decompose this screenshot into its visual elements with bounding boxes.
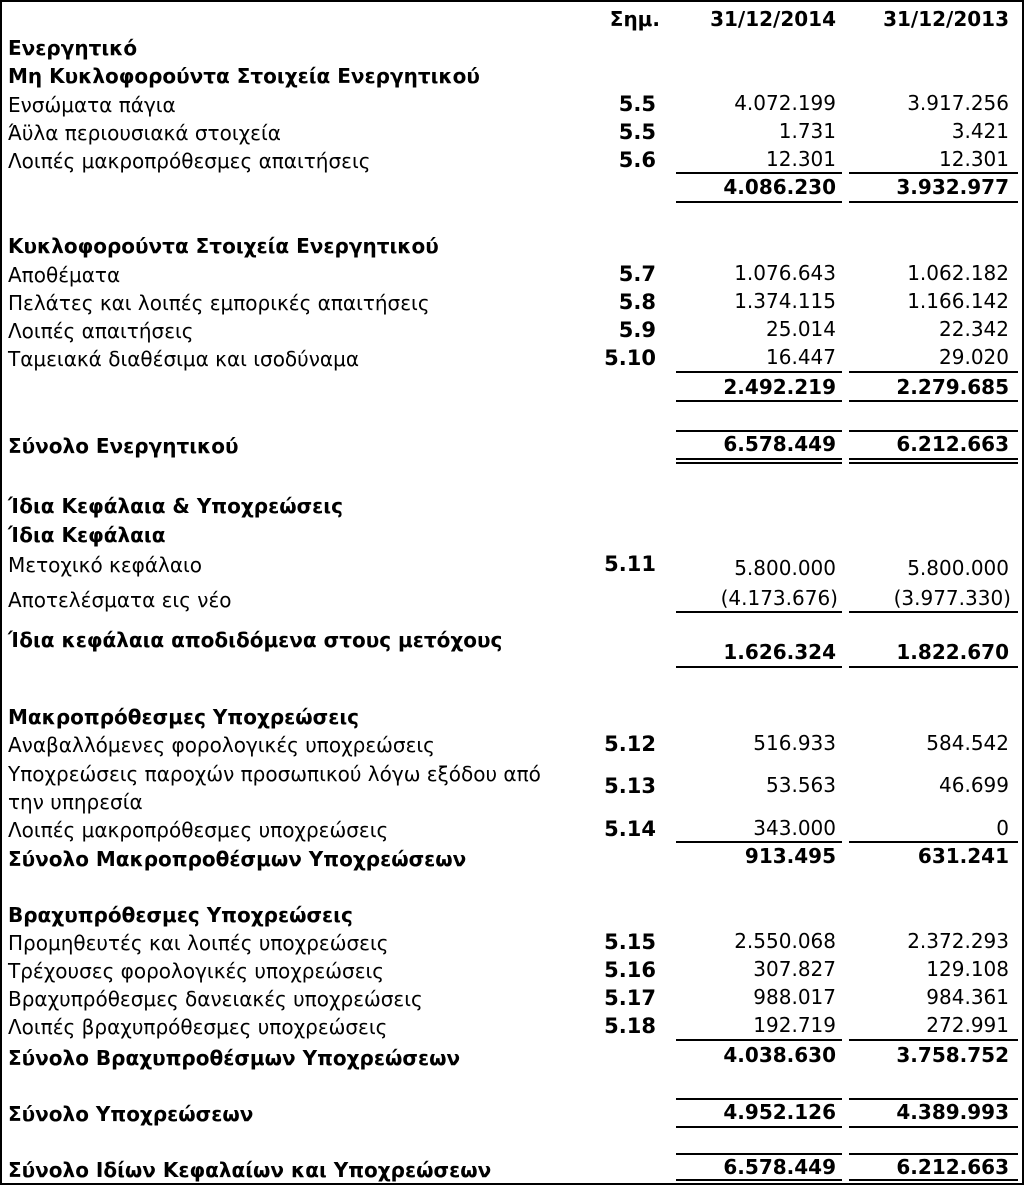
row-note: 5.8 bbox=[618, 290, 656, 314]
row-value-2013: 129.108 bbox=[926, 957, 1009, 981]
row-label: Τρέχουσες φορολογικές υποχρεώσεις bbox=[8, 959, 385, 983]
rule bbox=[676, 841, 842, 843]
row-value-2014: 516.933 bbox=[753, 731, 836, 755]
row-note: 5.7 bbox=[618, 262, 656, 286]
subsection-title-noncurrent-assets: Μη Κυκλοφορούντα Στοιχεία Ενεργητικού bbox=[8, 64, 480, 88]
rule bbox=[676, 201, 842, 203]
subsection-title-noncurrent-liabilities: Μακροπρόθεσμες Υποχρεώσεις bbox=[8, 705, 360, 729]
row-note: 5.5 bbox=[618, 92, 656, 116]
row-label: Λοιπές απαιτήσεις bbox=[8, 319, 194, 343]
rule bbox=[849, 1126, 1018, 1128]
double-rule bbox=[676, 1179, 842, 1181]
row-value-2014: 988.017 bbox=[753, 985, 836, 1009]
rule bbox=[676, 611, 842, 613]
row-note: 5.12 bbox=[604, 732, 656, 756]
row-label: Μετοχικό κεφάλαιο bbox=[8, 553, 203, 577]
row-label: Βραχυπρόθεσμες δανειακές υποχρεώσεις bbox=[8, 987, 423, 1011]
total-assets-2013: 6.212.663 bbox=[896, 432, 1009, 456]
row-value-2014: 307.827 bbox=[753, 957, 836, 981]
row-label: Αποτελέσματα εις νέο bbox=[8, 588, 232, 612]
current-liabilities-total-label: Σύνολο Βραχυπροθέσμων Υποχρεώσεων bbox=[8, 1046, 461, 1070]
double-rule bbox=[849, 462, 1018, 464]
col-header-2014: 31/12/2014 bbox=[710, 7, 836, 31]
total-liabilities-label: Σύνολο Υποχρεώσεων bbox=[8, 1102, 254, 1126]
total-assets-label: Σύνολο Ενεργητικού bbox=[8, 434, 239, 458]
row-value-2014: 53.563 bbox=[766, 773, 836, 797]
row-note: 5.14 bbox=[604, 817, 656, 841]
rule bbox=[676, 1039, 842, 1041]
row-value-2013: 272.991 bbox=[926, 1013, 1009, 1037]
total-liabilities-2013: 4.389.993 bbox=[896, 1100, 1009, 1124]
row-value-2013: 5.800.000 bbox=[907, 556, 1009, 580]
subtotal-2013: 3.932.977 bbox=[896, 175, 1009, 199]
current-liabilities-total-2014: 4.038.630 bbox=[723, 1043, 836, 1067]
total-assets-2014: 6.578.449 bbox=[723, 432, 836, 456]
row-label: Προμηθευτές και λοιπές υποχρεώσεις bbox=[8, 931, 389, 955]
row-value-2013: (3.977.330) bbox=[893, 586, 1011, 610]
row-label: Λοιπές μακροπρόθεσμες υποχρεώσεις bbox=[8, 818, 389, 842]
row-note: 5.9 bbox=[618, 318, 656, 342]
rule bbox=[849, 841, 1018, 843]
row-value-2013: 22.342 bbox=[939, 317, 1009, 341]
row-label: Αναβαλλόμενες φορολογικές υποχρεώσεις bbox=[8, 733, 435, 757]
total-equity-liabilities-2014: 6.578.449 bbox=[723, 1155, 836, 1179]
subsection-title-current-liabilities: Βραχυπρόθεσμες Υποχρεώσεις bbox=[8, 903, 353, 927]
rule bbox=[676, 400, 842, 402]
row-note: 5.11 bbox=[604, 552, 656, 576]
noncurrent-liabilities-total-label: Σύνολο Μακροπροθέσμων Υποχρεώσεων bbox=[8, 847, 467, 871]
row-label: Ταμειακά διαθέσιμα και ισοδύναμα bbox=[8, 347, 360, 371]
row-label: Λοιπές βραχυπρόθεσμες υποχρεώσεις bbox=[8, 1015, 388, 1039]
row-value-2014: 2.550.068 bbox=[734, 929, 836, 953]
total-equity-liabilities-2013: 6.212.663 bbox=[896, 1155, 1009, 1179]
rule bbox=[676, 666, 842, 668]
row-value-2014: 1.076.643 bbox=[734, 261, 836, 285]
row-label: Αποθέματα bbox=[8, 263, 121, 287]
subtotal-2014: 2.492.219 bbox=[723, 375, 836, 399]
row-value-2014: 192.719 bbox=[753, 1013, 836, 1037]
row-value-2013: 1.062.182 bbox=[907, 261, 1009, 285]
double-rule bbox=[676, 458, 842, 460]
row-value-2014: 4.072.199 bbox=[734, 91, 836, 115]
row-label: Ενσώματα πάγια bbox=[8, 93, 176, 117]
section-title-assets: Ενεργητικό bbox=[8, 36, 138, 60]
row-value-2013: 0 bbox=[996, 816, 1009, 840]
row-value-2014: (4.173.676) bbox=[720, 586, 838, 610]
row-label: Υποχρεώσεις παροχών προσωπικού λόγω εξόδου από bbox=[8, 762, 541, 786]
row-label: Άϋλα περιουσιακά στοιχεία bbox=[8, 121, 281, 145]
row-value-2013: 3.421 bbox=[951, 119, 1009, 143]
row-value-2013: 584.542 bbox=[926, 731, 1009, 755]
rule bbox=[849, 611, 1018, 613]
noncurrent-liabilities-total-2014: 913.495 bbox=[744, 844, 836, 868]
row-value-2013: 3.917.256 bbox=[907, 91, 1009, 115]
row-value-2013: 1.166.142 bbox=[907, 289, 1009, 313]
row-note: 5.15 bbox=[604, 930, 656, 954]
rule bbox=[676, 1126, 842, 1128]
rule bbox=[676, 172, 842, 174]
row-note: 5.5 bbox=[618, 120, 656, 144]
double-rule bbox=[676, 462, 842, 464]
row-value-2014: 25.014 bbox=[766, 317, 836, 341]
current-liabilities-total-2013: 3.758.752 bbox=[896, 1043, 1009, 1067]
double-rule bbox=[849, 458, 1018, 460]
double-rule bbox=[849, 1179, 1018, 1181]
subsection-title-equity: Ίδια Κεφάλαια bbox=[8, 523, 166, 547]
subsection-title-current-assets: Κυκλοφορούντα Στοιχεία Ενεργητικού bbox=[8, 234, 439, 258]
rule bbox=[849, 400, 1018, 402]
row-value-2013: 46.699 bbox=[939, 773, 1009, 797]
equity-total-label: Ίδια κεφάλαια αποδιδόμενα στους μετόχους bbox=[8, 628, 503, 652]
equity-total-2013: 1.822.670 bbox=[896, 640, 1009, 664]
row-value-2014: 16.447 bbox=[766, 345, 836, 369]
row-value-2014: 343.000 bbox=[753, 816, 836, 840]
rule bbox=[849, 1039, 1018, 1041]
row-value-2013: 984.361 bbox=[926, 985, 1009, 1009]
row-note: 5.18 bbox=[604, 1014, 656, 1038]
row-note: 5.6 bbox=[618, 148, 656, 172]
total-equity-liabilities-label: Σύνολο Ιδίων Κεφαλαίων και Υποχρεώσεων bbox=[8, 1158, 492, 1182]
row-value-2014: 1.731 bbox=[778, 119, 836, 143]
rule bbox=[849, 172, 1018, 174]
row-note: 5.13 bbox=[604, 774, 656, 798]
section-title-equity-liabilities: Ίδια Κεφάλαια & Υποχρεώσεις bbox=[8, 494, 343, 518]
row-value-2013: 12.301 bbox=[939, 147, 1009, 171]
col-header-note: Σημ. bbox=[609, 7, 660, 31]
total-liabilities-2014: 4.952.126 bbox=[723, 1100, 836, 1124]
noncurrent-liabilities-total-2013: 631.241 bbox=[917, 844, 1009, 868]
subtotal-2014: 4.086.230 bbox=[723, 175, 836, 199]
rule bbox=[849, 666, 1018, 668]
equity-total-2014: 1.626.324 bbox=[723, 640, 836, 664]
row-value-2014: 5.800.000 bbox=[734, 556, 836, 580]
row-label-continued: την υπηρεσία bbox=[8, 790, 143, 814]
row-label: Λοιπές μακροπρόθεσμες απαιτήσεις bbox=[8, 149, 371, 173]
row-note: 5.10 bbox=[604, 346, 656, 370]
row-value-2013: 2.372.293 bbox=[907, 929, 1009, 953]
rule bbox=[849, 201, 1018, 203]
row-note: 5.17 bbox=[604, 986, 656, 1010]
row-value-2014: 1.374.115 bbox=[734, 289, 836, 313]
rule bbox=[676, 371, 842, 373]
subtotal-2013: 2.279.685 bbox=[896, 375, 1009, 399]
row-label: Πελάτες και λοιπές εμπορικές απαιτήσεις bbox=[8, 291, 430, 315]
row-value-2013: 29.020 bbox=[939, 345, 1009, 369]
row-note: 5.16 bbox=[604, 958, 656, 982]
row-value-2014: 12.301 bbox=[766, 147, 836, 171]
col-header-2013: 31/12/2013 bbox=[883, 7, 1009, 31]
rule bbox=[849, 371, 1018, 373]
